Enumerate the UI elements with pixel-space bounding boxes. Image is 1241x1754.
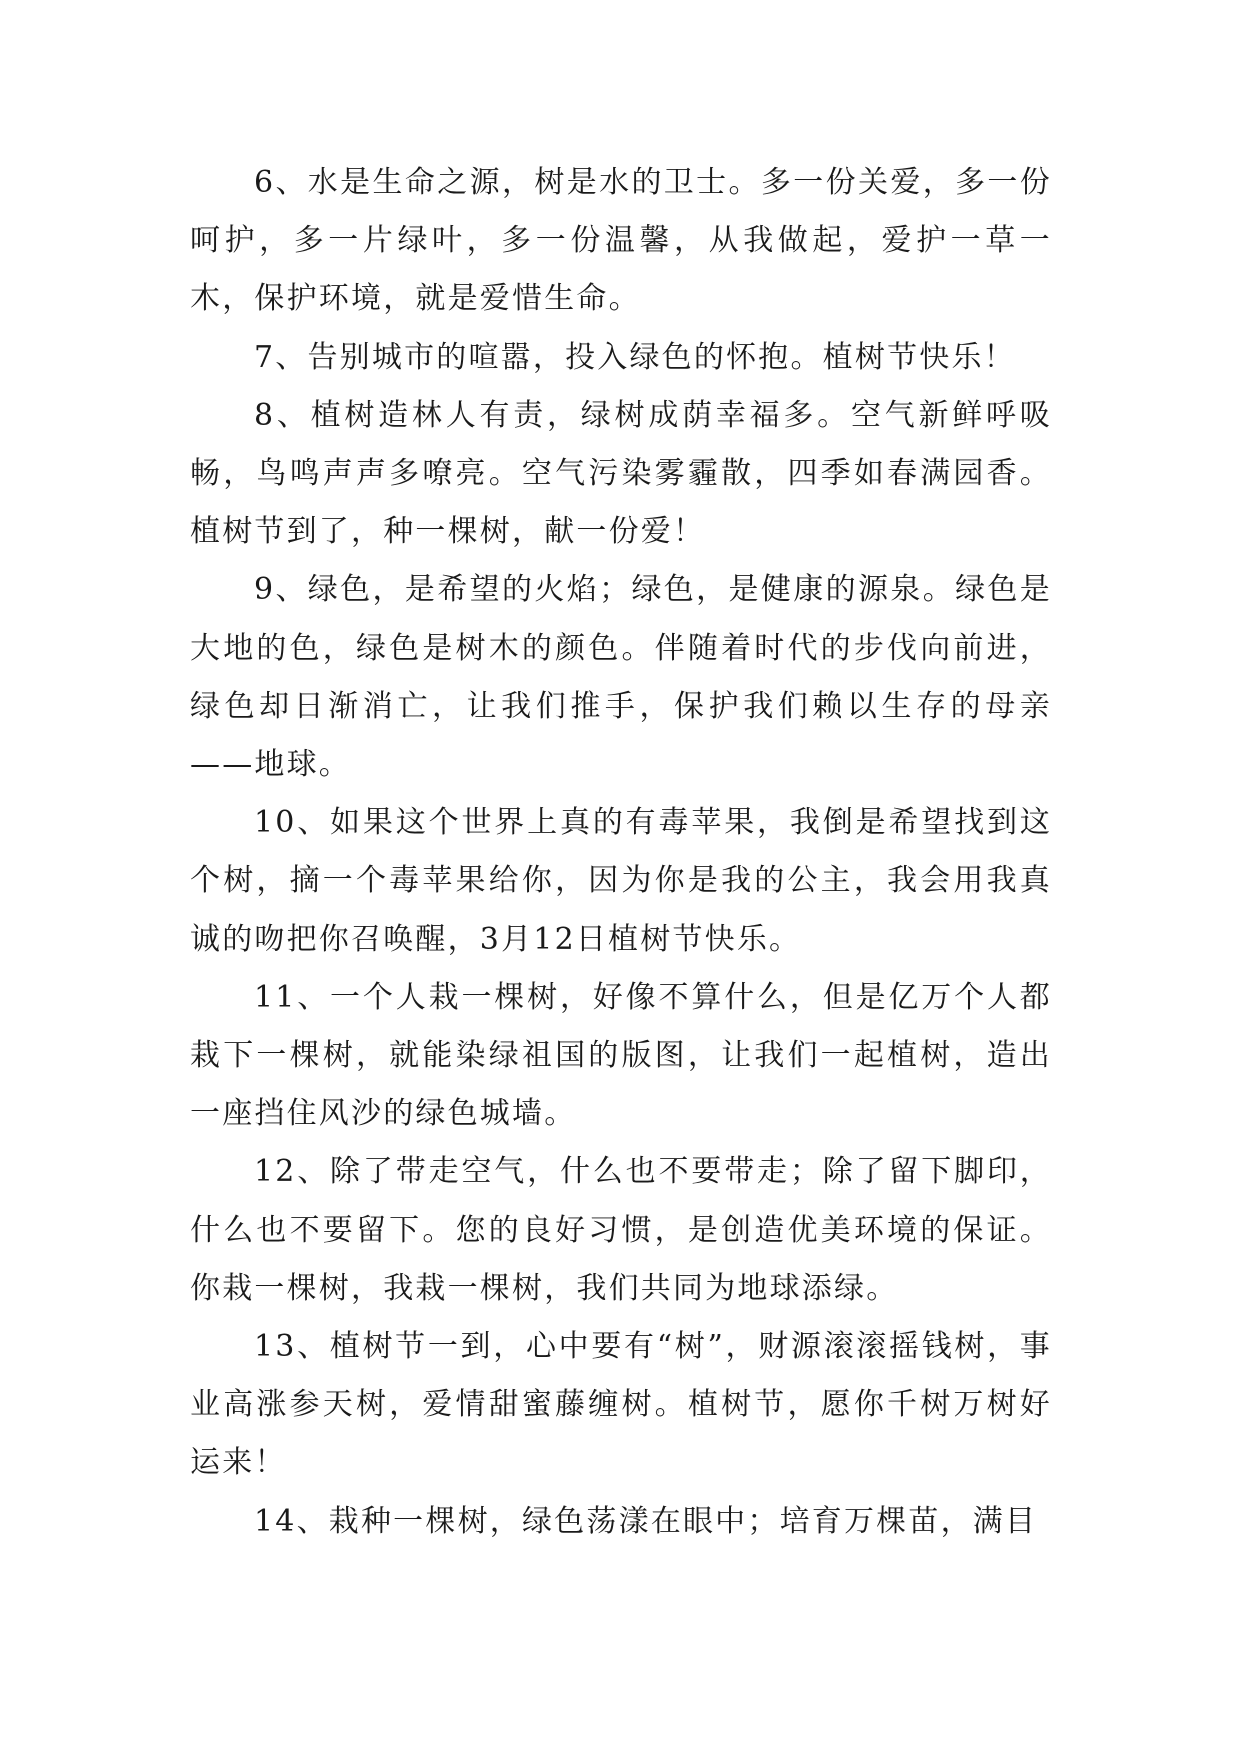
document-body <box>190 154 1052 1551</box>
paragraph-12: 12、除了带走空气，什么也不要带走；除了留下脚印，什么也不要留下。您的良好习惯，是创造优美环境的保证。你栽一棵树，我栽一棵树，我们共同为地球添绿。 <box>190 1154 1052 1306</box>
paragraph-14: 14、栽种一棵树，绿色荡漾在眼中；培育万棵苗，满目 <box>254 1503 1038 1539</box>
paragraph-11: 11、一个人栽一棵树，好像不算什么，但是亿万个人都栽下一棵树，就能染绿祖国的版图，让我们一起植树，造出一座挡住风沙的绿色城墙。 <box>190 979 1052 1132</box>
paragraph-10: 10、如果这个世界上真的有毒苹果，我倒是希望找到这个树，摘一个毒苹果给你，因为你是我的公主，我会用我真诚的吻把你召唤醒，3月12日植树节快乐。 <box>190 805 1052 957</box>
paragraph-8: 8、植树造林人有责，绿树成荫幸福多。空气新鲜呼吸畅，鸟鸣声声多嘹亮。空气污染雾霾散，四季如春满园香。植树节到了，种一棵树，献一份爱！ <box>190 397 1052 550</box>
paragraph-13: 13、植树节一到，心中要有“树”，财源滚滚摇钱树，事业高涨参天树，爱情甜蜜藤缠树。植树节，愿你千树万树好运来！ <box>190 1329 1052 1481</box>
paragraph-7: 7、告别城市的喧嚣，投入绿色的怀抱。植树节快乐！ <box>254 339 1016 375</box>
paragraph-6: 6、水是生命之源，树是水的卫士。多一份关爱，多一份呵护，多一片绿叶，多一份温馨，从我做起，爱护一草一木，保护环境，就是爱惜生命。 <box>190 165 1052 317</box>
paragraph-9: 9、绿色，是希望的火焰；绿色，是健康的源泉。绿色是大地的色，绿色是树木的颜色。伴随着时代的步伐向前进，绿色却日渐消亡，让我们推手，保护我们赖以生存的母亲——地球。 <box>190 572 1052 783</box>
